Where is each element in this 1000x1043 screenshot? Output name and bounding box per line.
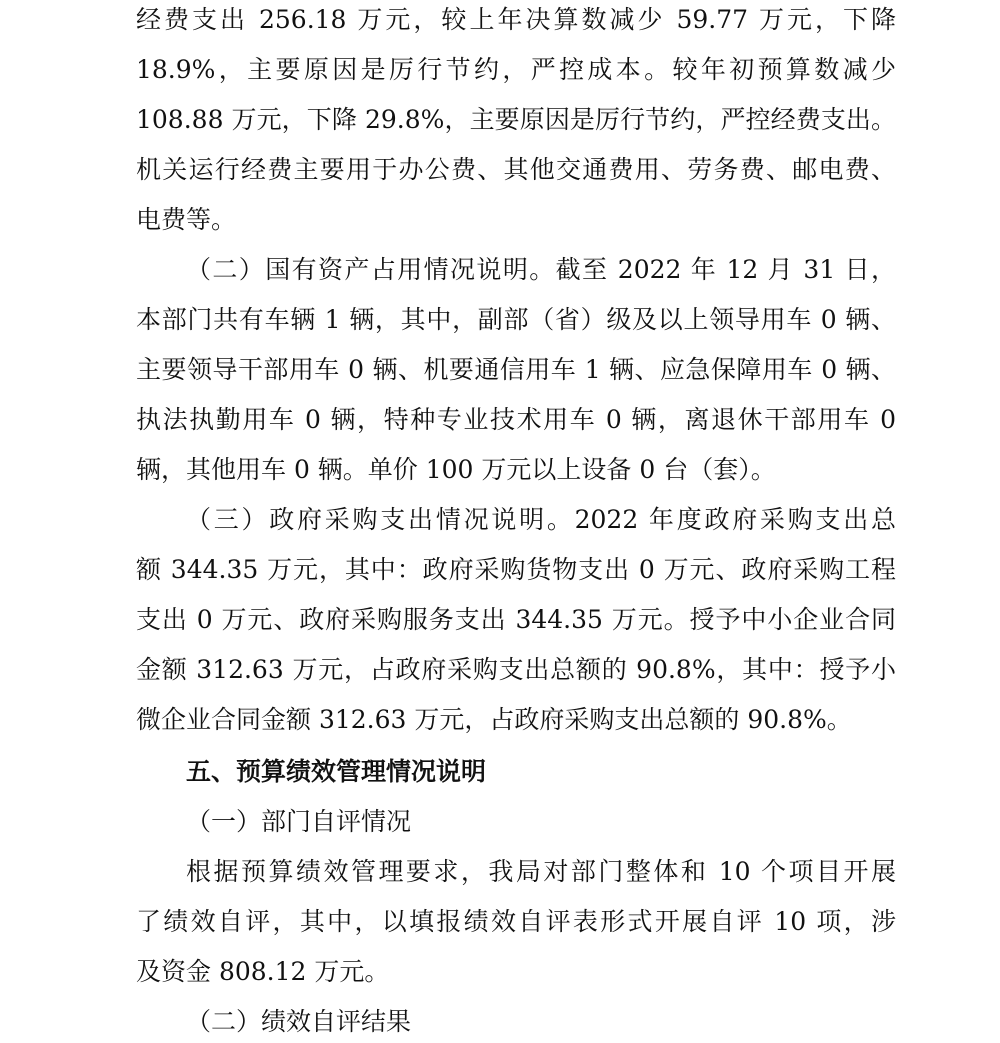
text-line: 及资金 808.12 万元。	[136, 957, 390, 986]
text-line: （二）国有资产占用情况说明。截至 2022 年 12 月 31 日，	[186, 255, 896, 284]
text-line: 执法执勤用车 0 辆，特种专业技术用车 0 辆，离退休干部用车 0	[136, 405, 896, 434]
text-line: 辆，其他用车 0 辆。单价 100 万元以上设备 0 台（套）。	[136, 455, 776, 484]
text-line: 电费等。	[136, 205, 237, 234]
text-line: 本部门共有车辆 1 辆，其中，副部（省）级及以上领导用车 0 辆、	[136, 305, 896, 334]
text-line: 根据预算绩效管理要求，我局对部门整体和 10 个项目开展	[186, 857, 896, 886]
text-line: 额 344.35 万元，其中：政府采购货物支出 0 万元、政府采购工程	[136, 555, 896, 584]
text-line: 18.9%，主要原因是厉行节约，严控成本。较年初预算数减少	[136, 55, 896, 84]
text-line: 主要领导干部用车 0 辆、机要通信用车 1 辆、应急保障用车 0 辆、	[136, 355, 896, 384]
subheading: （二）绩效自评结果	[186, 1007, 412, 1036]
text-line: 金额 312.63 万元，占政府采购支出总额的 90.8%，其中：授予小	[136, 655, 896, 684]
text-line: 微企业合同金额 312.63 万元，占政府采购支出总额的 90.8%。	[136, 705, 852, 734]
subheading: （一）部门自评情况	[186, 807, 412, 836]
text-line: 支出 0 万元、政府采购服务支出 344.35 万元。授予中小企业合同	[136, 605, 896, 634]
text-line: （三）政府采购支出情况说明。2022 年度政府采购支出总	[186, 505, 896, 534]
text-line: 经费支出 256.18 万元，较上年决算数减少 59.77 万元，下降	[136, 5, 896, 34]
section-heading: 五、预算绩效管理情况说明	[186, 757, 487, 786]
text-line: 了绩效自评，其中，以填报绩效自评表形式开展自评 10 项，涉	[136, 907, 896, 936]
text-line: 108.88 万元，下降 29.8%，主要原因是厉行节约，严控经费支出。	[136, 105, 896, 134]
text-line: 机关运行经费主要用于办公费、其他交通费用、劳务费、邮电费、	[136, 155, 896, 184]
